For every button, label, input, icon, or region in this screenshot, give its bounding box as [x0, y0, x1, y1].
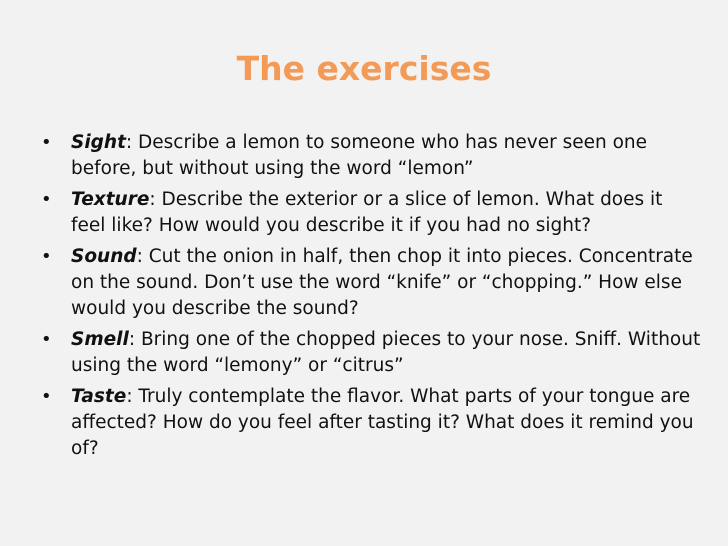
- bullet-icon: •: [41, 329, 52, 350]
- bullet-icon: •: [41, 189, 52, 210]
- page-title: The exercises: [236, 49, 492, 88]
- item-term: Sight: [71, 132, 126, 153]
- list-item-smell: [41, 327, 701, 379]
- list-item-sight: [41, 130, 701, 182]
- exercise-list: [41, 130, 701, 467]
- item-text: : Bring one of the chopped pieces to your nose. Sniff. Without using the word “lemony” or “citrus”: [71, 329, 701, 376]
- item-text: : Cut the onion in half, then chop it into pieces. Concentrate on the sound. Don’t use the word “knife” or “chopping.” How else would you describe the sound?: [71, 246, 693, 319]
- list-item-taste: [41, 384, 701, 462]
- item-term: Texture: [71, 189, 150, 210]
- bullet-icon: •: [41, 246, 52, 267]
- item-term: Sound: [71, 246, 137, 267]
- item-text: : Truly contemplate the flavor. What parts of your tongue are affected? How do you feel after tasting it? What does it remind you of?: [71, 386, 694, 459]
- item-term: Taste: [71, 386, 127, 407]
- item-term: Smell: [71, 329, 129, 350]
- list-item-texture: [41, 187, 701, 239]
- bullet-icon: •: [41, 386, 52, 407]
- bullet-icon: •: [41, 132, 52, 153]
- list-item-sound: [41, 244, 701, 322]
- item-text: : Describe the exterior or a slice of lemon. What does it feel like? How would you describe it if you had no sight?: [71, 189, 663, 236]
- item-text: : Describe a lemon to someone who has never seen one before, but without using the word “lemon”: [71, 132, 648, 179]
